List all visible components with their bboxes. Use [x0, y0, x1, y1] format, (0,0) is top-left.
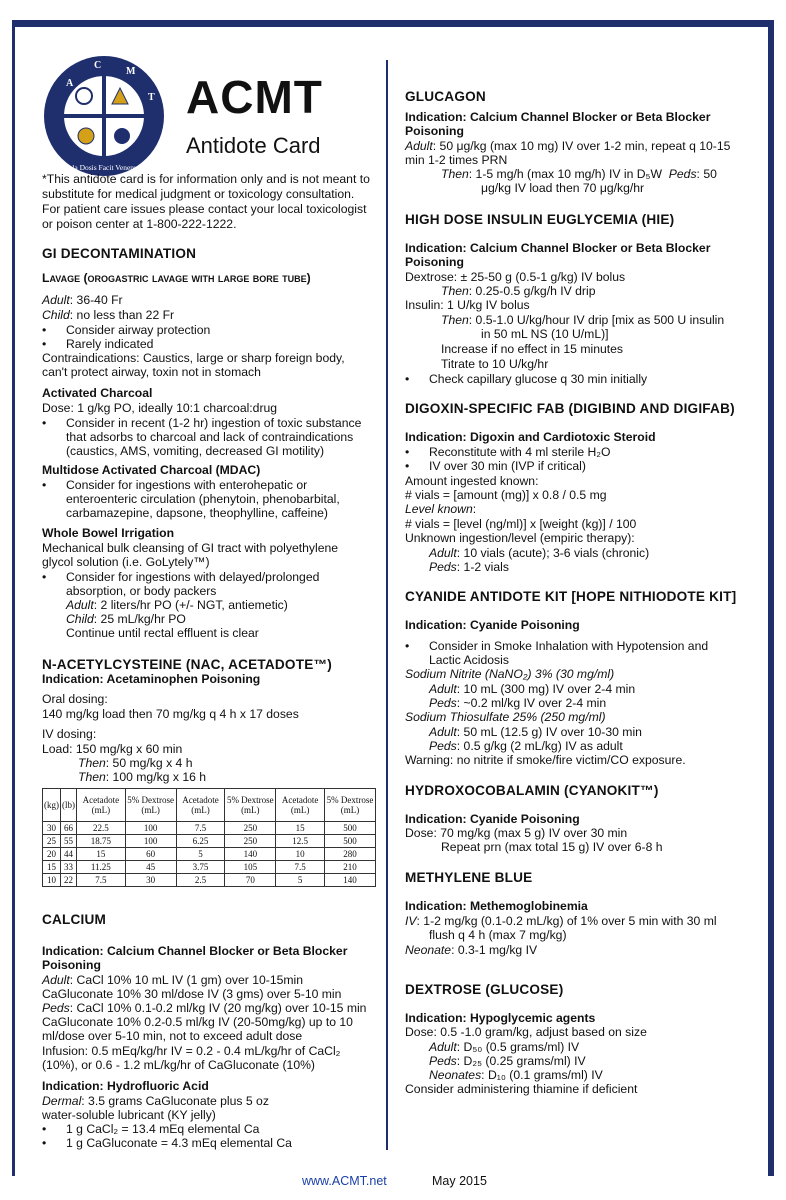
- methylene-neonate: : 0.3-1 mg/kg IV: [451, 943, 538, 957]
- table-cell: 7.5: [176, 822, 225, 835]
- table-cell: 15: [43, 861, 61, 874]
- calcium-peds-2: CaGluconate 10% 0.2-0.5 ml/kg IV (20-50mg/kg) up to 10: [42, 1015, 353, 1029]
- column-divider: [386, 60, 388, 1150]
- methylene-indication: Indication: Methemoglobinemia: [405, 899, 588, 913]
- list-item: • Consider in Smoke Inhalation with Hypotension and: [429, 639, 708, 654]
- table-cell: 15: [77, 848, 126, 861]
- hie-dextrose: Dextrose: ± 25-50 g (0.5-1 g/kg) IV bolus: [405, 270, 626, 284]
- table-cell: 500: [324, 835, 375, 848]
- table-cell: 7.5: [276, 861, 325, 874]
- digoxin-indication: Indication: Digoxin and Cardiotoxic Steroid: [405, 430, 656, 444]
- contraindications: Contraindications: Caustics, large or sharp foreign body,: [42, 351, 345, 365]
- peds-label: Peds: [429, 696, 457, 710]
- list-item: • Reconstitute with 4 ml sterile H₂O: [429, 445, 611, 460]
- table-header: (kg): [43, 789, 61, 822]
- digoxin-level-known: Level known: [405, 502, 473, 516]
- table-cell: 22.5: [77, 822, 126, 835]
- dermal-label: Dermal: [42, 1094, 82, 1108]
- digoxin-unknown: Unknown ingestion/level (empiric therapy):: [405, 531, 635, 545]
- list-item-cont: absorption, or body packers: [66, 584, 217, 598]
- iv-label: IV: [405, 914, 417, 928]
- right-frame-bar: [768, 20, 774, 1176]
- table-cell: 22: [61, 874, 77, 887]
- adult-label: Adult: [429, 1040, 457, 1054]
- table-cell: 10: [43, 874, 61, 887]
- table-cell: 30: [125, 874, 176, 887]
- thio-peds: : 0.5 g/kg (2 mL/kg) IV as adult: [456, 739, 623, 753]
- methylene-iv: : 1-2 mg/kg (0.1-0.2 mL/kg) of 1% over 5 min with 30 ml: [416, 914, 717, 928]
- hie-insulin: Insulin: 1 U/kg IV bolus: [405, 298, 530, 312]
- list-item: • Rarely indicated: [66, 337, 153, 352]
- activated-charcoal-heading: Activated Charcoal: [42, 386, 153, 400]
- calcium-adult-2: CaGluconate 10% 30 ml/dose IV (3 gms) over 5-10 min: [42, 987, 342, 1001]
- adult-label: Adult: [429, 725, 457, 739]
- then-label: Then: [441, 313, 469, 327]
- hf-indication: Indication: Hydrofluoric Acid: [42, 1079, 209, 1093]
- cyanide-indication: Indication: Cyanide Poisoning: [405, 618, 580, 632]
- then-label: Then: [78, 770, 106, 784]
- list-item: • IV over 30 min (IVP if critical): [429, 459, 586, 474]
- table-cell: 55: [61, 835, 77, 848]
- table-cell: 500: [324, 822, 375, 835]
- calcium-indication: Indication: Calcium Channel Blocker or Beta Blocker: [42, 944, 348, 958]
- hie-indication: Poisoning: [405, 255, 464, 269]
- child-label: Child: [42, 308, 70, 322]
- list-item-cont: carbamazepine, dapsone, theophylline, caffeine): [66, 506, 328, 520]
- lavage-adult: : 36-40 Fr: [69, 293, 123, 307]
- table-cell: 20: [43, 848, 61, 861]
- then-label: Then: [441, 284, 469, 298]
- table-header: 5% Dextrose (mL): [225, 789, 276, 822]
- dextrose-dose: Dose: 0.5 -1.0 gram/kg, adjust based on size: [405, 1025, 647, 1039]
- calcium-peds: : CaCl 10% 0.1-0.2 ml/kg IV (20 mg/kg) over 10-15 min: [69, 1001, 367, 1015]
- footer-url-link[interactable]: www.ACMT.net: [302, 1174, 387, 1188]
- then-label: Then: [78, 756, 106, 770]
- table-cell: 3.75: [176, 861, 225, 874]
- disclaimer-line: For patient care issues please contact your local toxicologist: [42, 202, 367, 216]
- iv-then-1: : 50 mg/kg x 4 h: [105, 756, 193, 770]
- iv-dosing-label: IV dosing:: [42, 727, 97, 741]
- table-cell: 250: [225, 822, 276, 835]
- list-item-cont: enteroenteric circulation (phenytoin, phenobarbital,: [66, 492, 340, 506]
- svg-text:Sola Dosis Facit Venenum: Sola Dosis Facit Venenum: [64, 163, 144, 172]
- ac-dose: Dose: 1 g/kg PO, ideally 10:1 charcoal:drug: [42, 401, 278, 415]
- lavage-heading: Lavage (orogastric lavage with large bore tube): [42, 271, 311, 285]
- adult-label: Adult: [42, 293, 70, 307]
- dextrose-heading: DEXTROSE (GLUCOSE): [405, 982, 564, 997]
- table-cell: 6.25: [176, 835, 225, 848]
- glucagon-peds: : 50: [696, 167, 717, 181]
- hydroxo-indication: Indication: Cyanide Poisoning: [405, 812, 580, 826]
- table-cell: 18.75: [77, 835, 126, 848]
- table-cell: 60: [125, 848, 176, 861]
- gi-heading: GI DECONTAMINATION: [42, 246, 197, 261]
- table-header: Acetadote (mL): [276, 789, 325, 822]
- hydroxo-repeat: Repeat prn (max total 15 g) IV over 6-8 h: [441, 840, 663, 854]
- adult-label: Adult: [42, 973, 70, 987]
- list-item: • 1 g CaCl₂ = 13.4 mEq elemental Ca: [66, 1122, 259, 1137]
- table-cell: 140: [324, 874, 375, 887]
- table-cell: 11.25: [77, 861, 126, 874]
- digoxin-level-formula: # vials = [level (ng/ml)] x [weight (kg)] / 100: [405, 517, 637, 531]
- table-cell: 70: [225, 874, 276, 887]
- thio-adult: : 50 mL (12.5 g) IV over 10-30 min: [456, 725, 642, 739]
- sodium-nitrite: Sodium Nitrite (NaNO₂) 3% (30 mg/ml): [405, 667, 615, 681]
- list-item-cont: that adsorbs to charcoal and lack of contraindications: [66, 430, 354, 444]
- table-cell: 66: [61, 822, 77, 835]
- hie-increase: Increase if no effect in 15 minutes: [441, 342, 624, 356]
- list-item: • Consider in recent (1-2 hr) ingestion of toxic substance: [66, 416, 361, 431]
- iv-load: Load: 150 mg/kg x 60 min: [42, 742, 183, 756]
- table-header: 5% Dextrose (mL): [324, 789, 375, 822]
- card-title: ACMT: [186, 71, 323, 123]
- glucagon-heading: GLUCAGON: [405, 89, 486, 104]
- top-frame-bar: [12, 20, 774, 27]
- svg-text:M: M: [126, 66, 136, 77]
- hie-dextrose-then: : 0.25-0.5 g/kg/h IV drip: [468, 284, 596, 298]
- adult-label: Adult: [405, 139, 433, 153]
- list-item: • Consider for ingestions with enterohepatic or: [66, 478, 307, 493]
- peds-label: Peds: [42, 1001, 70, 1015]
- hie-heading: HIGH DOSE INSULIN EUGLYCEMIA (HIE): [405, 212, 675, 227]
- card-subtitle: Antidote Card: [186, 133, 321, 158]
- iv-then-2: : 100 mg/kg x 16 h: [105, 770, 207, 784]
- digoxin-adult: : 10 vials (acute); 3-6 vials (chronic): [456, 546, 650, 560]
- calcium-infusion: Infusion: 0.5 mEq/kg/hr IV = 0.2 - 0.4 mL/kg/hr of CaCl₂: [42, 1044, 341, 1058]
- dextrose-adult: : D₅₀ (0.5 grams/ml) IV: [456, 1040, 580, 1054]
- table-cell: 30: [43, 822, 61, 835]
- adult-label: Adult: [66, 598, 94, 612]
- hie-indication: Indication: Calcium Channel Blocker or Beta Blocker: [405, 241, 711, 255]
- table-row: [43, 835, 376, 848]
- peds-label: Peds: [668, 167, 697, 181]
- table-cell: 33: [61, 861, 77, 874]
- table-cell: 45: [125, 861, 176, 874]
- hydroxo-dose: Dose: 70 mg/kg (max 5 g) IV over 30 min: [405, 826, 628, 840]
- table-cell: 5: [276, 874, 325, 887]
- hie-insulin-then: : 0.5-1.0 U/kg/hour IV drip [mix as 500 U insulin: [468, 313, 725, 327]
- glucagon-peds-2: μg/kg IV load then 70 μg/kg/hr: [481, 181, 645, 195]
- nac-heading: N-ACETYLCYSTEINE (NAC, ACETADOTE™): [42, 657, 332, 672]
- nitrite-adult: : 10 mL (300 mg) IV over 2-4 min: [456, 682, 636, 696]
- wbi-continue: Continue until rectal effluent is clear: [66, 626, 259, 640]
- list-item: • 1 g CaGluconate = 4.3 mEq elemental Ca: [66, 1136, 292, 1151]
- dermal-dose: : 3.5 grams CaGluconate plus 5 oz: [81, 1094, 269, 1108]
- then-label: Then: [441, 167, 469, 181]
- digoxin-peds: : 1-2 vials: [456, 560, 509, 574]
- dextrose-neonates: : D₁₀ (0.1 grams/ml) IV: [481, 1068, 603, 1082]
- nitrite-peds: : ~0.2 ml/kg IV over 2-4 min: [456, 696, 607, 710]
- calcium-indication: Poisoning: [42, 958, 101, 972]
- methylene-blue-heading: METHYLENE BLUE: [405, 870, 533, 885]
- sodium-thiosulfate: Sodium Thiosulfate 25% (250 mg/ml): [405, 710, 606, 724]
- table-row: [43, 874, 376, 887]
- glucagon-adult: : 50 μg/kg (max 10 mg) IV over 1-2 min, repeat q 10-15: [432, 139, 731, 153]
- digoxin-heading: DIGOXIN-SPECIFIC FAB (DIGIBIND AND DIGIFAB): [405, 401, 735, 416]
- child-label: Child: [66, 612, 94, 626]
- list-item-cont: Lactic Acidosis: [429, 653, 509, 667]
- table-header: 5% Dextrose (mL): [125, 789, 176, 822]
- hie-insulin-then-2: in 50 mL NS (10 U/mL)]: [481, 327, 609, 341]
- wbi-heading: Whole Bowel Irrigation: [42, 526, 175, 540]
- digoxin-amount-formula: # vials = [amount (mg)] x 0.8 / 0.5 mg: [405, 488, 607, 502]
- left-frame-bar: [12, 20, 15, 1176]
- wbi-text: Mechanical bulk cleansing of GI tract with polyethylene: [42, 541, 339, 555]
- peds-label: Peds: [429, 560, 457, 574]
- list-item: • Consider airway protection: [66, 323, 210, 338]
- calcium-heading: CALCIUM: [42, 912, 107, 927]
- table-cell: 140: [225, 848, 276, 861]
- table-row: [43, 848, 376, 861]
- wbi-text: glycol solution (i.e. GoLytely™): [42, 555, 210, 569]
- wbi-adult: : 2 liters/hr PO (+/- NGT, antiemetic): [93, 598, 288, 612]
- glucagon-indication: Poisoning: [405, 124, 464, 138]
- peds-label: Peds: [429, 1054, 457, 1068]
- contraindications: can't protect airway, toxin not in stomach: [42, 365, 261, 379]
- table-cell: 250: [225, 835, 276, 848]
- neonate-label: Neonate: [405, 943, 452, 957]
- lavage-child: : no less than 22 Fr: [69, 308, 175, 322]
- oral-dosing: 140 mg/kg load then 70 mg/kg q 4 h x 17 doses: [42, 707, 299, 721]
- oral-dosing-label: Oral dosing:: [42, 692, 108, 706]
- wbi-child: : 25 mL/kg/hr PO: [93, 612, 186, 626]
- table-row: [43, 861, 376, 874]
- svg-text:A: A: [66, 78, 74, 89]
- hie-titrate: Titrate to 10 U/kg/hr: [441, 357, 549, 371]
- disclaimer-line: or poison center at 1-800-222-1222.: [42, 217, 237, 231]
- table-cell: 15: [276, 822, 325, 835]
- list-item: • Check capillary glucose q 30 min initially: [429, 372, 647, 387]
- list-item-cont: (caustics, AMS, vomiting, decreased GI motility): [66, 444, 325, 458]
- digoxin-level-colon: :: [472, 502, 477, 516]
- table-cell: 280: [324, 848, 375, 861]
- cyanide-heading: CYANIDE ANTIDOTE KIT [HOPE NITHIODOTE KIT]: [405, 589, 737, 604]
- mdac-heading: Multidose Activated Charcoal (MDAC): [42, 463, 261, 477]
- dextrose-thiamine: Consider administering thiamine if deficient: [405, 1082, 638, 1096]
- table-cell: 5: [176, 848, 225, 861]
- cyanide-warning: Warning: no nitrite if smoke/fire victim/CO exposure.: [405, 753, 686, 767]
- nac-indication: Indication: Acetaminophen Poisoning: [42, 672, 261, 686]
- neonates-label: Neonates: [429, 1068, 482, 1082]
- adult-label: Adult: [429, 546, 457, 560]
- table-cell: 10: [276, 848, 325, 861]
- table-cell: 2.5: [176, 874, 225, 887]
- table-row: [43, 822, 376, 835]
- adult-label: Adult: [429, 682, 457, 696]
- svg-text:T: T: [148, 92, 155, 103]
- dextrose-indication: Indication: Hypoglycemic agents: [405, 1011, 596, 1025]
- peds-label: Peds: [429, 739, 457, 753]
- acmt-seal-logo: [42, 54, 166, 178]
- svg-text:C: C: [94, 60, 102, 71]
- table-header: Acetadote (mL): [77, 789, 126, 822]
- table-cell: 210: [324, 861, 375, 874]
- list-item: • Consider for ingestions with delayed/prolonged: [66, 570, 319, 585]
- digoxin-amount-known: Amount ingested known:: [405, 474, 539, 488]
- disclaimer-line: substitute for medical judgment or toxicology consultation.: [42, 187, 355, 201]
- table-cell: 25: [43, 835, 61, 848]
- glucagon-adult-2: min 1-2 times PRN: [405, 153, 508, 167]
- calcium-infusion-2: (10%), or 0.6 - 1.2 mL/kg/hr of CaGluconate (10%): [42, 1058, 315, 1072]
- table-cell: 7.5: [77, 874, 126, 887]
- table-cell: 100: [125, 822, 176, 835]
- table-cell: 12.5: [276, 835, 325, 848]
- table-header: Acetadote (mL): [176, 789, 225, 822]
- methylene-iv-2: flush q 4 h (max 7 mg/kg): [429, 928, 567, 942]
- dermal-dose-2: water-soluble lubricant (KY jelly): [42, 1108, 216, 1122]
- glucagon-then: : 1-5 mg/h (max 10 mg/h) IV in D₅W: [468, 167, 662, 181]
- table-header: (lb): [61, 789, 77, 822]
- nac-dosing-table: [42, 788, 376, 887]
- calcium-peds-3: ml/dose over 5-10 min, not to exceed adult dose: [42, 1029, 303, 1043]
- hydroxocobalamin-heading: HYDROXOCOBALAMIN (CYANOKIT™): [405, 783, 659, 798]
- table-cell: 44: [61, 848, 77, 861]
- disclaimer-line: *This antidote card is for information only and is not meant to: [42, 172, 370, 186]
- table-cell: 105: [225, 861, 276, 874]
- calcium-adult: : CaCl 10% 10 mL IV (1 gm) over 10-15min: [69, 973, 304, 987]
- footer-date: May 2015: [432, 1174, 487, 1188]
- table-cell: 100: [125, 835, 176, 848]
- glucagon-indication: Indication: Calcium Channel Blocker or Beta Blocker: [405, 110, 711, 124]
- dextrose-peds: : D₂₅ (0.25 grams/ml) IV: [456, 1054, 586, 1068]
